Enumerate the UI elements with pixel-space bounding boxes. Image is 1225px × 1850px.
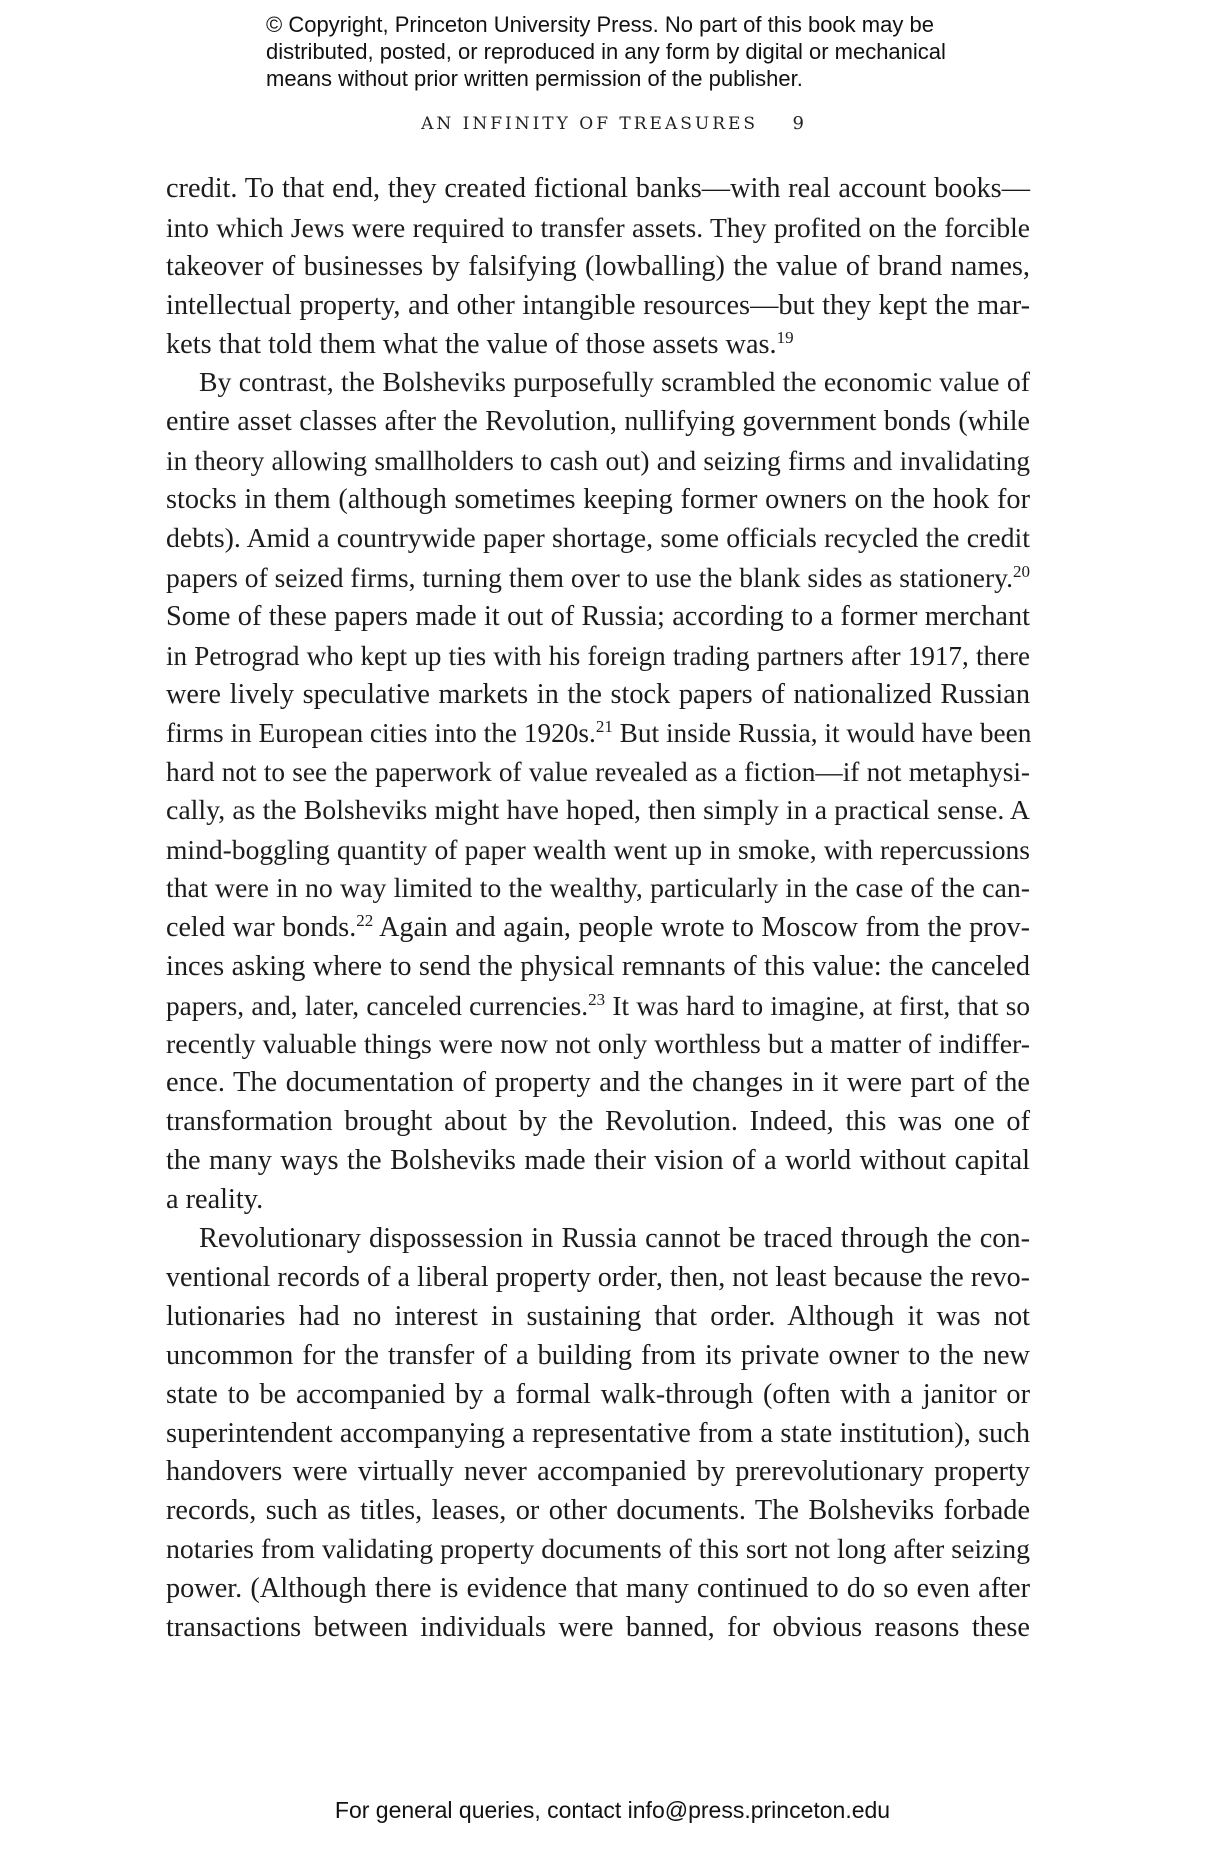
copyright-line: means without prior written permission of the publisher. [266,66,803,91]
footnote-ref: 22 [356,910,374,930]
text-line: power. (Although there is evidence that many continued to do so even after [166,1573,1030,1605]
text-line: in Petrograd who kept up ties with his foreign trading partners after 1917, there [166,640,1030,671]
text-line: cally, as the Bolsheviks might have hoped, then simply in a practical sense. A [166,795,1030,827]
copyright-line: distributed, posted, or reproduced in any form by digital or mechanical [266,39,946,64]
text-line: kets that told them what the value of those assets was.$^{19}$ [166,327,794,360]
text-line: takeover of businesses by falsifying (lowballing) the value of brand names, [166,250,1030,282]
text-line: handovers were virtually never accompanied by prerevolutionary property [166,1456,1030,1488]
text-line: papers, and, later, canceled currencies.$^{23}$ It was hard to imagine, at first, that so [166,989,1031,1021]
text-line: the many ways the Bolsheviks made their vision of a world without capital [166,1145,1030,1177]
page-number: 9 [792,113,804,134]
text-line: firms in European cities into the 1920s.$^{21}$ But inside Russia, it would have been [166,717,1032,749]
footnote-ref: 21 [595,717,613,737]
text-line: state to be accompanied by a formal walk-through (often with a janitor or [166,1378,1030,1410]
text-line: ventional records of a liberal property order, then, not least because the revo- [166,1261,1030,1293]
copyright-notice [266,11,1026,92]
text-line: Revolutionary dispossession in Russia cannot be traced through the con- [199,1223,1030,1255]
text-line: ence. The documentation of property and the changes in it were part of the [166,1067,1030,1099]
text-line: uncommon for the transfer of a building from its private owner to the new [166,1339,1030,1371]
text-line: entire asset classes after the Revolution, nullifying government bonds (while [166,406,1030,438]
text-line: intellectual property, and other intangible resources—but they kept the mar- [166,289,1030,321]
text-line: celed war bonds.$^{22}$ Again and again, people wrote to Moscow from the prov- [166,910,1030,943]
text-line: credit. To that end, they created fictional banks—with real account books— [166,173,1030,204]
text-line: stocks in them (although sometimes keeping former owners on the hook for [166,484,1030,516]
text-line: that were in no way limited to the wealthy, particularly in the case of the can- [166,873,1030,905]
text-line: inces asking where to send the physical remnants of this value: the canceled [166,950,1030,982]
footnote-ref: 23 [588,989,606,1009]
footer-contact: For general queries, contact info@press.princeton.edu [334,1797,891,1823]
text-line: transactions between individuals were banned, for obvious reasons these [166,1611,1030,1643]
text-line: mind-boggling quantity of paper wealth went up in smoke, with repercussions [166,834,1030,866]
footnote-ref: 19 [776,327,794,347]
text-line: lutionaries had no interest in sustaining that order. Although it was not [166,1300,1030,1332]
text-line: papers of seized firms, turning them over to use the blank sides as stationery.$^{20}$ [166,561,1030,593]
text-line: in theory allowing smallholders to cash out) and seizing firms and invalidating [166,446,1030,477]
copyright-line: © Copyright, Princeton University Press. No part of this book may be [266,12,934,37]
text-line: Some of these papers made it out of Russia; according to a former merchant [166,600,1030,632]
text-line: hard not to see the paperwork of value revealed as a fiction—if not metaphysi- [166,757,1030,788]
running-head-title: AN INFINITY OF TREASURES [421,114,759,134]
text-line: superintendent accompanying a representative from a state institution), such [166,1417,1030,1449]
text-line: notaries from validating property documents of this sort not long after seizing [166,1534,1030,1566]
text-line: into which Jews were required to transfer assets. They profited on the forcible [166,211,1030,243]
text-line: debts). Amid a countrywide paper shortage, some officials recycled the credit [166,523,1030,555]
text-line: records, such as titles, leases, or other documents. The Bolsheviks forbade [166,1495,1030,1527]
body-text [166,170,1030,1648]
text-line: transformation brought about by the Revolution. Indeed, this was one of [166,1106,1030,1138]
running-head [0,113,1225,134]
text-line: recently valuable things were now not only worthless but a matter of indiffer- [166,1028,1030,1060]
text-line: a reality. [166,1184,264,1216]
text-line: By contrast, the Bolsheviks purposefully scrambled the economic value of [199,367,1030,399]
footnote-ref: 20 [1013,561,1030,581]
text-line: were lively speculative markets in the stock papers of nationalized Russian [166,678,1030,710]
